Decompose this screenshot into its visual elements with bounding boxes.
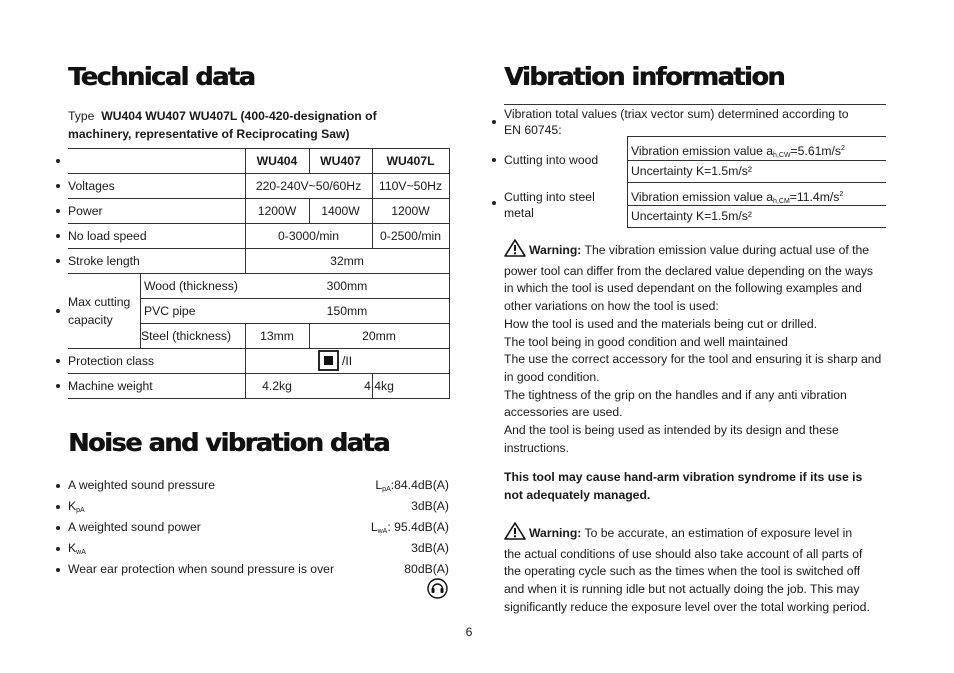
warning-1-line-1: power tool can differ from the declared value depending on the ways — [504, 263, 874, 278]
technical-data-title: Technical data — [68, 62, 255, 91]
ear-protection-label: Wear ear protection when sound pressure is over — [68, 562, 335, 576]
type-models: WU404 WU407 WU407L (400-420-designation of — [101, 109, 377, 123]
k-pa-label: $K_{pA}$ — [68, 499, 85, 514]
pvc-pipe-value: 150mm — [326, 304, 368, 318]
warning-1-line-3: other variations on how the tool is used: — [504, 299, 719, 314]
k-wa-value: 3dB(A) — [411, 541, 449, 555]
k-pa-value: 3dB(A) — [411, 499, 449, 513]
header-wu407: WU407 — [320, 154, 361, 168]
sound-pressure-value: $L_{pA}:84.4dB(A)$ — [375, 478, 449, 493]
warning-paragraph-2 — [504, 522, 890, 617]
ear-protection-icon — [427, 578, 448, 604]
warning-1-line-9: accessories are used. — [504, 405, 623, 420]
warning-1-line-2: in which the tool is used dependant on the following examples and — [504, 281, 862, 296]
power-label: Power — [68, 204, 103, 218]
steel-thickness-value-1: 13mm — [260, 329, 294, 343]
type-label: Type — [68, 109, 95, 123]
double-insulation-icon — [318, 350, 339, 376]
page-number: 6 — [465, 625, 473, 639]
power-value-1: 1200W — [257, 204, 297, 218]
havs-warning — [504, 469, 890, 504]
wood-emission-value: Vibration emission value $a_{h,CW}=5.61m/s^2$ — [631, 144, 845, 159]
warning-2-line-1: the actual conditions of use should also take account of all parts of — [504, 546, 863, 561]
cutting-steel-label-2: metal — [504, 206, 534, 220]
wood-uncertainty: Uncertainty K=1.5m/s² — [631, 164, 752, 178]
power-value-3: 1200W — [391, 204, 430, 218]
warning-2-line-4: significantly reduce the exposure level over the total working period. — [504, 599, 870, 614]
warning-1-line-11: instructions. — [504, 440, 570, 455]
power-value-2: 1400W — [321, 204, 360, 218]
no-load-speed-value-1: 0-3000/min — [278, 229, 339, 243]
type-line-2: machinery, representative of Reciprocating Saw) — [68, 127, 350, 141]
header-wu404: WU404 — [256, 154, 298, 168]
type-line-1 — [68, 108, 377, 125]
noise-vibration-title: Noise and vibration data — [68, 428, 389, 457]
havs-line-1: This tool may cause hand-arm vibration syndrome if its use is — [504, 470, 863, 484]
steel-emission-value: Vibration emission value $a_{h,CM}=11.4m/s^2$ — [631, 190, 844, 205]
wood-thickness-label: Wood (thickness) — [144, 279, 238, 293]
warning-1-line-7: in good condition. — [504, 369, 600, 384]
header-wu407l: WU407L — [386, 154, 435, 168]
protection-class-label: Protection class — [68, 354, 155, 368]
ear-protection-value: 80dB(A) — [404, 562, 449, 576]
cutting-wood-label: Cutting into wood — [504, 153, 599, 167]
vibration-intro-2: EN 60745: — [504, 123, 562, 137]
havs-line-2: not adequately managed. — [504, 487, 651, 502]
sound-pressure-label: A weighted sound pressure — [68, 478, 216, 492]
voltages-value-1: 220-240V~50/60Hz — [255, 179, 362, 193]
voltages-value-2: 110V~50Hz — [378, 179, 443, 193]
machine-weight-label: Machine weight — [68, 379, 153, 393]
warning-2-line-2: the operating cycle such as the times when the tool is switched off — [504, 564, 861, 579]
warning-paragraph-1 — [504, 239, 890, 457]
sound-power-value: $L_{wA}$: 95.4dB(A) — [370, 520, 449, 535]
warning-1-line-0: Warning: The vibration emission value during actual use of the — [504, 239, 890, 263]
warning-1-line-4: How the tool is used and the materials being cut or drilled. — [504, 316, 817, 331]
warning-1-line-5: The tool being in good condition and well maintained — [504, 334, 788, 349]
steel-uncertainty: Uncertainty K=1.5m/s² — [631, 209, 752, 223]
pvc-pipe-label: PVC pipe — [144, 304, 196, 318]
stroke-length-label: Stroke length — [68, 254, 140, 268]
steel-thickness-label: Steel (thickness) — [141, 329, 232, 343]
vibration-information-title: Vibration information — [504, 62, 785, 91]
warning-2-line-0: Warning: To be accurate, an estimation of exposure level in — [504, 522, 890, 546]
k-wa-label: $K_{wA}$ — [68, 541, 86, 556]
sound-power-label: A weighted sound power — [68, 520, 201, 534]
warning-1-line-10: And the tool is being used as intended by its design and these — [504, 423, 839, 438]
max-cutting-label-2: capacity — [68, 313, 113, 327]
protection-class-value: /II — [342, 354, 353, 368]
voltages-label: Voltages — [68, 179, 115, 193]
stroke-length-value: 32mm — [330, 254, 364, 268]
warning-1-line-6: The use the correct accessory for the tool and ensuring it is sharp and — [504, 352, 882, 367]
wood-thickness-value: 300mm — [326, 279, 368, 293]
max-cutting-label-1: Max cutting — [68, 295, 131, 309]
machine-weight-value-2: 4.4kg — [364, 379, 394, 393]
machine-weight-value-1: 4.2kg — [262, 379, 292, 393]
no-load-speed-label: No load speed — [68, 229, 147, 243]
warning-icon — [504, 522, 526, 546]
warning-1-line-8: The tightness of the grip on the handles and if any anti vibration — [504, 387, 847, 402]
steel-thickness-value-2: 20mm — [362, 329, 396, 343]
vibration-intro-1: Vibration total values (triax vector sum) determined according to — [504, 107, 849, 121]
warning-2-line-3: and when it is running idle but not actually doing the job. This may — [504, 582, 860, 597]
cutting-steel-label-1: Cutting into steel — [504, 190, 595, 204]
warning-icon — [504, 239, 526, 263]
no-load-speed-value-2: 0-2500/min — [380, 229, 441, 243]
